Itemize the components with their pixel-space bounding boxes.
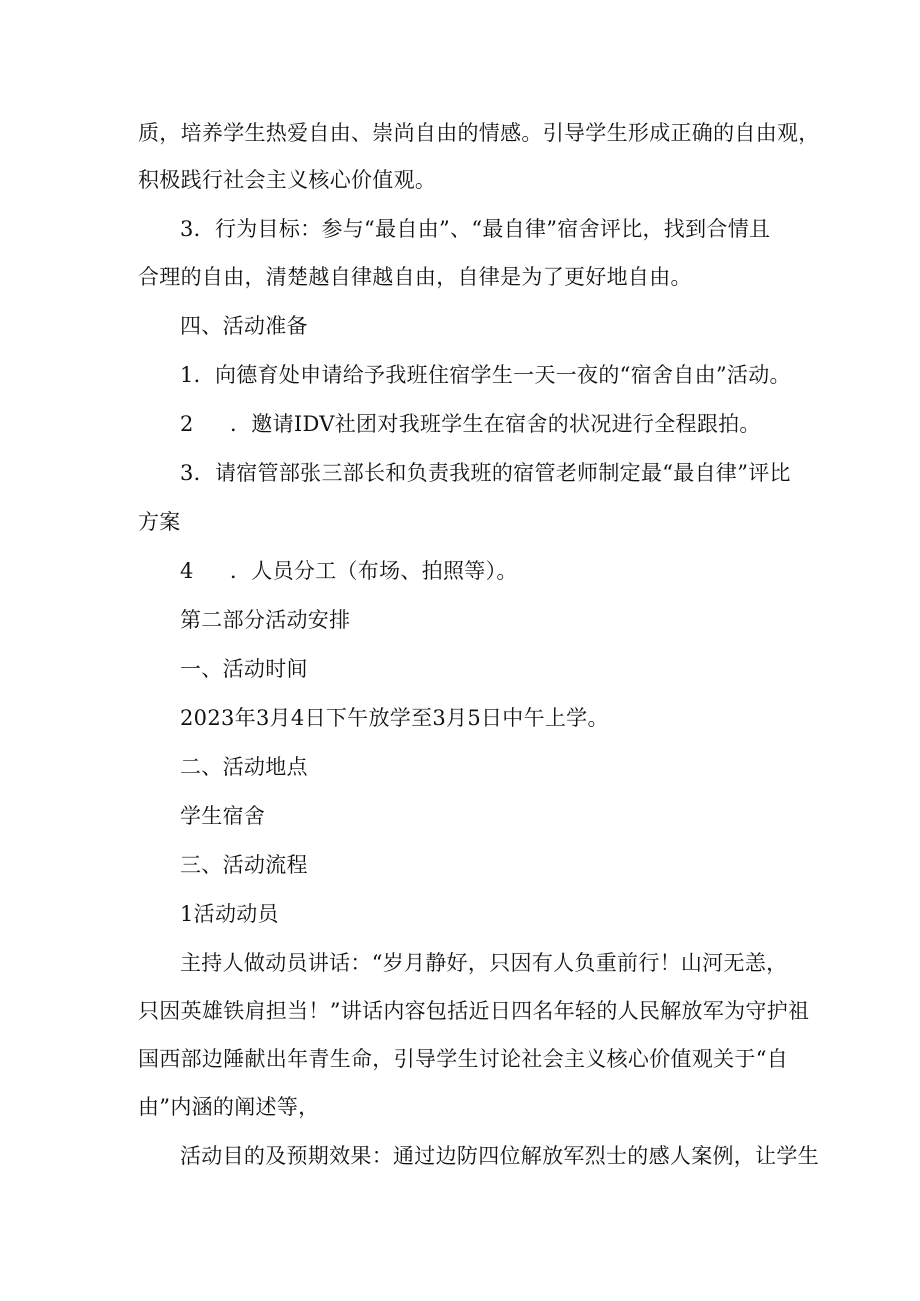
paragraph-line: 活动目的及预期效果：通过边防四位解放军烈士的感人案例，让学生 xyxy=(180,1144,819,1168)
list-item-line: 3．行为目标：参与“最自由”、“最自律”宿舍评比，找到合情且 xyxy=(180,217,771,241)
section-heading: 四、活动准备 xyxy=(180,314,308,338)
list-item-number: 4 xyxy=(180,559,194,583)
paragraph-line: 质，培养学生热爱自由、崇尚自由的情感。引导学生形成正确的自由观， xyxy=(138,121,820,145)
list-item-line: ．邀请IDV社团对我班学生在宿舍的状况进行全程跟拍。 xyxy=(230,412,761,436)
subsection-heading: 1活动动员 xyxy=(180,902,279,926)
section-heading: 二、活动地点 xyxy=(180,755,308,779)
paragraph-line: 主持人做动员讲话：“岁月静好，只因有人负重前行！山河无恙， xyxy=(180,951,788,975)
list-item-line: ．人员分工（布场、拍照等）。 xyxy=(230,559,518,583)
list-item-line: 3．请宿管部张三部长和负责我班的宿管老师制定最“最自律”评比 xyxy=(180,461,791,485)
part-heading: 第二部分活动安排 xyxy=(180,608,351,632)
section-heading: 一、活动时间 xyxy=(180,657,308,681)
section-heading: 三、活动流程 xyxy=(180,853,308,877)
paragraph-line: 国西部边陲献出年青生命，引导学生讨论社会主义核心价值观关于“自 xyxy=(138,1047,789,1071)
paragraph-line: 由”内涵的阐述等， xyxy=(138,1095,320,1119)
list-item-number: 2 xyxy=(180,412,194,436)
paragraph-line: 只因英雄铁肩担当！”讲话内容包括近日四名年轻的人民解放军为守护祖 xyxy=(138,999,810,1023)
paragraph-line: 方案 xyxy=(138,510,181,534)
paragraph-line: 学生宿舍 xyxy=(180,804,266,828)
paragraph-line: 合理的自由，清楚越自律越自由，自律是为了更好地自由。 xyxy=(138,265,692,289)
paragraph-line: 积极践行社会主义核心价值观。 xyxy=(138,168,437,192)
paragraph-line: 2023年3月4日下午放学至3月5日中午上学。 xyxy=(180,706,609,730)
list-item-line: 1．向德育处申请给予我班住宿学生一天一夜的“宿舍自由”活动。 xyxy=(180,363,791,387)
